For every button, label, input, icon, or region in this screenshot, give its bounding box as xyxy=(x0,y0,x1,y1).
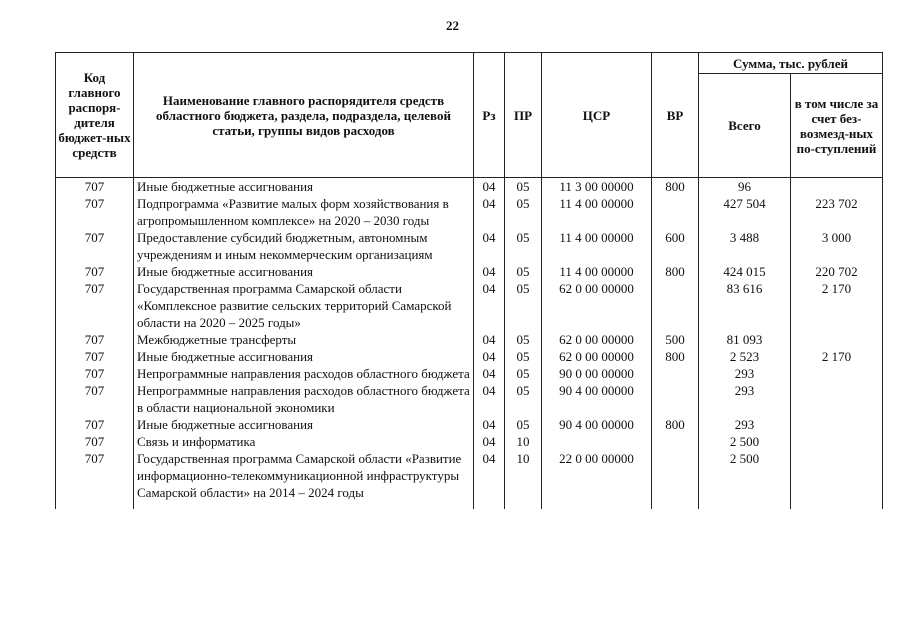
cell-csr: 62 0 00 00000 xyxy=(542,348,652,365)
cell-rz: 04 xyxy=(474,178,505,196)
cell-incl xyxy=(791,416,883,433)
cell-code: 707 xyxy=(56,348,134,365)
cell-total: 83 616 xyxy=(699,280,791,331)
table-row xyxy=(56,450,883,509)
cell-pr: 05 xyxy=(505,331,542,348)
table-row xyxy=(56,331,883,348)
cell-rz: 04 xyxy=(474,263,505,280)
cell-csr: 90 4 00 00000 xyxy=(542,416,652,433)
cell-incl xyxy=(791,365,883,382)
cell-incl: 2 170 xyxy=(791,280,883,331)
cell-csr: 11 3 00 00000 xyxy=(542,178,652,196)
table-row xyxy=(56,416,883,433)
header-csr: ЦСР xyxy=(542,53,652,178)
cell-code: 707 xyxy=(56,331,134,348)
table-row xyxy=(56,263,883,280)
cell-vr xyxy=(652,280,699,331)
cell-rz: 04 xyxy=(474,229,505,263)
cell-name: Государственная программа Самарской области «Развитие информационно-телекоммуникационной инфраструктуры Самарской области» на 2014 – 2024 годы xyxy=(134,450,474,509)
cell-vr xyxy=(652,450,699,509)
cell-csr: 22 0 00 00000 xyxy=(542,450,652,509)
cell-total: 293 xyxy=(699,365,791,382)
cell-code: 707 xyxy=(56,433,134,450)
cell-code: 707 xyxy=(56,280,134,331)
cell-vr: 800 xyxy=(652,263,699,280)
cell-csr xyxy=(542,433,652,450)
table-row xyxy=(56,348,883,365)
table-row xyxy=(56,433,883,450)
cell-vr xyxy=(652,365,699,382)
cell-incl xyxy=(791,178,883,196)
cell-pr: 10 xyxy=(505,450,542,509)
table-row xyxy=(56,229,883,263)
cell-vr xyxy=(652,195,699,229)
cell-vr: 600 xyxy=(652,229,699,263)
cell-total: 2 500 xyxy=(699,450,791,509)
cell-total: 2 523 xyxy=(699,348,791,365)
table-row xyxy=(56,382,883,416)
cell-incl xyxy=(791,450,883,509)
cell-name: Межбюджетные трансферты xyxy=(134,331,474,348)
table-row xyxy=(56,365,883,382)
table-row xyxy=(56,178,883,196)
cell-rz: 04 xyxy=(474,331,505,348)
table-row xyxy=(56,280,883,331)
cell-rz: 04 xyxy=(474,382,505,416)
cell-rz: 04 xyxy=(474,195,505,229)
cell-code: 707 xyxy=(56,450,134,509)
cell-csr: 11 4 00 00000 xyxy=(542,229,652,263)
cell-rz: 04 xyxy=(474,280,505,331)
cell-total: 427 504 xyxy=(699,195,791,229)
cell-name: Иные бюджетные ассигнования xyxy=(134,416,474,433)
cell-vr: 800 xyxy=(652,348,699,365)
cell-rz: 04 xyxy=(474,365,505,382)
cell-name: Непрограммные направления расходов областного бюджета xyxy=(134,365,474,382)
cell-vr: 500 xyxy=(652,331,699,348)
cell-incl: 3 000 xyxy=(791,229,883,263)
cell-code: 707 xyxy=(56,178,134,196)
cell-code: 707 xyxy=(56,263,134,280)
table-body xyxy=(56,178,883,510)
cell-incl: 223 702 xyxy=(791,195,883,229)
header-name: Наименование главного распорядителя средств областного бюджета, раздела, подраздела, целевой статьи, группы видов расходов xyxy=(134,53,474,178)
cell-total: 424 015 xyxy=(699,263,791,280)
cell-pr: 05 xyxy=(505,416,542,433)
cell-rz: 04 xyxy=(474,348,505,365)
cell-name: Иные бюджетные ассигнования xyxy=(134,348,474,365)
cell-pr: 05 xyxy=(505,263,542,280)
cell-csr: 11 4 00 00000 xyxy=(542,263,652,280)
header-sum: Сумма, тыс. рублей xyxy=(699,53,883,74)
header-pr: ПР xyxy=(505,53,542,178)
cell-code: 707 xyxy=(56,229,134,263)
page-number: 22 xyxy=(446,18,459,33)
cell-name: Государственная программа Самарской области «Комплексное развитие сельских территорий Самарской области на 2020 – 2025 годы» xyxy=(134,280,474,331)
cell-pr: 05 xyxy=(505,348,542,365)
cell-rz: 04 xyxy=(474,433,505,450)
header-total: Всего xyxy=(699,74,791,178)
cell-total: 2 500 xyxy=(699,433,791,450)
cell-total: 81 093 xyxy=(699,331,791,348)
cell-code: 707 xyxy=(56,382,134,416)
cell-name: Непрограммные направления расходов областного бюджета в области национальной экономики xyxy=(134,382,474,416)
cell-total: 293 xyxy=(699,382,791,416)
cell-incl xyxy=(791,331,883,348)
table-row xyxy=(56,195,883,229)
cell-incl: 2 170 xyxy=(791,348,883,365)
cell-rz: 04 xyxy=(474,450,505,509)
cell-csr: 62 0 00 00000 xyxy=(542,331,652,348)
cell-name: Иные бюджетные ассигнования xyxy=(134,263,474,280)
cell-vr: 800 xyxy=(652,178,699,196)
cell-pr: 05 xyxy=(505,229,542,263)
cell-pr: 05 xyxy=(505,195,542,229)
cell-csr: 11 4 00 00000 xyxy=(542,195,652,229)
cell-incl xyxy=(791,382,883,416)
cell-total: 3 488 xyxy=(699,229,791,263)
cell-code: 707 xyxy=(56,195,134,229)
cell-csr: 90 4 00 00000 xyxy=(542,382,652,416)
cell-pr: 05 xyxy=(505,280,542,331)
cell-total: 96 xyxy=(699,178,791,196)
cell-incl: 220 702 xyxy=(791,263,883,280)
cell-pr: 10 xyxy=(505,433,542,450)
cell-csr: 90 0 00 00000 xyxy=(542,365,652,382)
cell-code: 707 xyxy=(56,416,134,433)
cell-name: Связь и информатика xyxy=(134,433,474,450)
cell-name: Предоставление субсидий бюджетным, автономным учреждениям и иным некоммерческим организациям xyxy=(134,229,474,263)
cell-code: 707 xyxy=(56,365,134,382)
cell-rz: 04 xyxy=(474,416,505,433)
cell-vr xyxy=(652,382,699,416)
header-rz: Рз xyxy=(474,53,505,178)
header-incl: в том числе за счет без-возмезд-ных по-ступлений xyxy=(791,74,883,178)
cell-incl xyxy=(791,433,883,450)
cell-pr: 05 xyxy=(505,382,542,416)
cell-csr: 62 0 00 00000 xyxy=(542,280,652,331)
cell-pr: 05 xyxy=(505,178,542,196)
cell-name: Подпрограмма «Развитие малых форм хозяйствования в агропромышленном комплексе» на 2020 – 2030 годы xyxy=(134,195,474,229)
cell-vr: 800 xyxy=(652,416,699,433)
cell-vr xyxy=(652,433,699,450)
budget-table xyxy=(55,52,883,509)
header-code: Код главного распоря-дителя бюджет-ных средств xyxy=(56,53,134,178)
cell-name: Иные бюджетные ассигнования xyxy=(134,178,474,196)
cell-total: 293 xyxy=(699,416,791,433)
table-header xyxy=(56,53,883,178)
header-vr: ВР xyxy=(652,53,699,178)
cell-pr: 05 xyxy=(505,365,542,382)
